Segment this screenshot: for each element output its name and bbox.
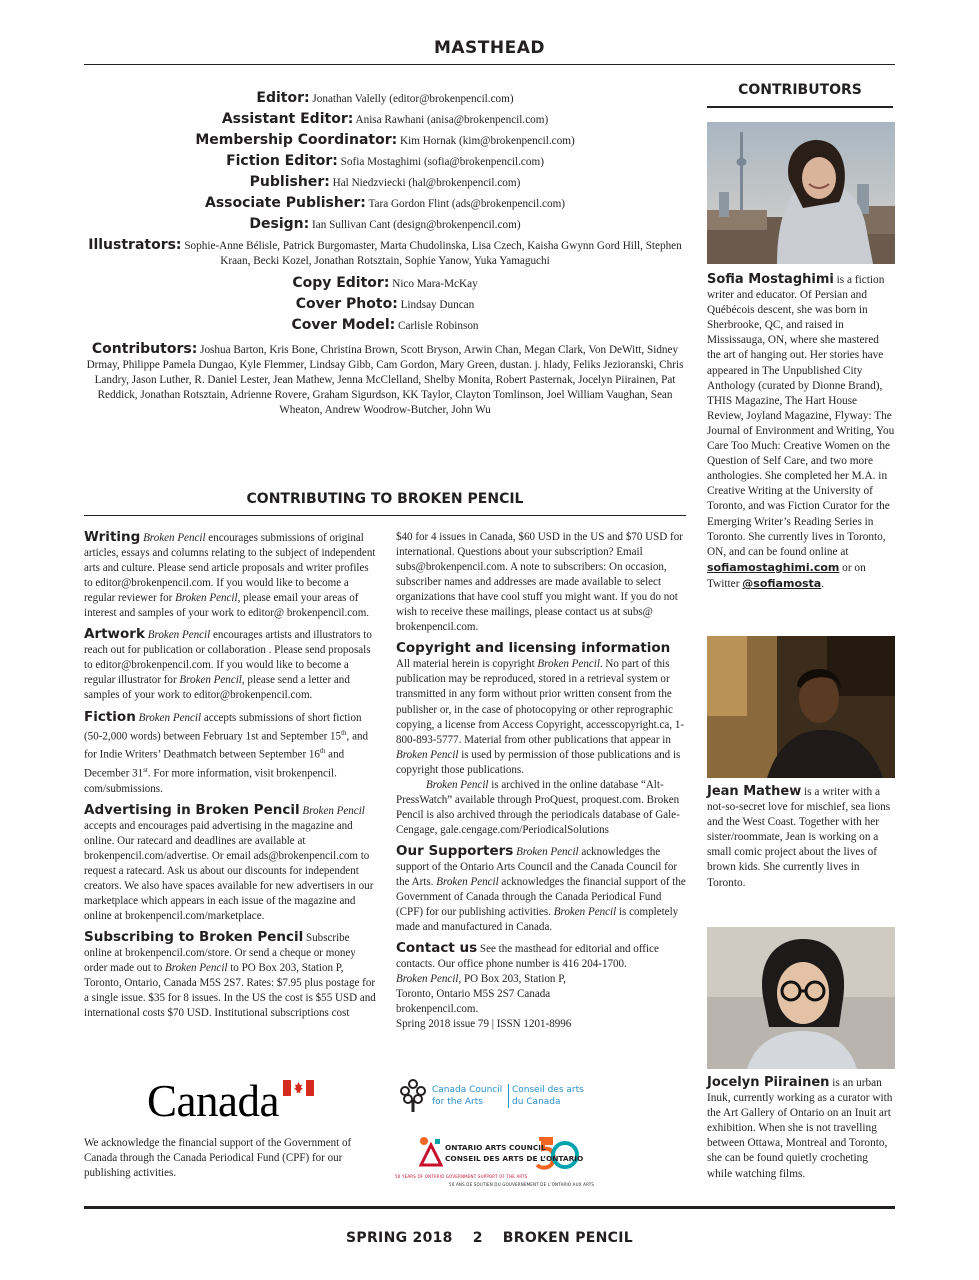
masthead-rule <box>84 64 895 65</box>
credit-role: Editor: <box>256 90 310 106</box>
canada-wordmark-text: Canada <box>147 1076 279 1126</box>
credit-text: Nico Mara-McKay <box>392 278 478 290</box>
superscript: th <box>341 728 347 737</box>
paragraph-text: All material herein is copyright <box>396 658 538 671</box>
credit-text: Hal Niedzviecki (hal@brokenpencil.com) <box>332 177 521 189</box>
contributor-name: Jocelyn Piirainen <box>707 1075 830 1090</box>
fiction-paragraph <box>84 710 379 797</box>
paragraph-text: encourages submissions of original articles, essays and columns relating to the subject of independent arts and culture. Please send article proposals and writer profiles to editor@brokenpencil.com. If you would like to become a regular reviewer for <box>84 532 376 605</box>
magazine-name: Broken Pencil <box>175 592 238 605</box>
paragraph-text: is used by permission of those publications and is copyright those publications. <box>396 748 681 776</box>
contributor-bio-text: is a fiction writer and educator. Of Persian and Québécois descent, she was born in Sherbrooke, QC, and raised in Mississauga, ON, where she mastered the art of hanging out. Her stories have appeared in The Unpublished City Anthology (curated by Dionne Brand), THIS Magazine, The Hart House Review, Joyland Magazine, Flyway: The Journal of Environment and Writing, You Care Too Much: Creative Women on the Question of Self Care, and two more anthologies. She completed her M.A. in Creative Writing at the University of Toronto, and was Fiction Curator for the Emerging Writer’s Reading Series in Toronto. She currently lives in Toronto, ON, and can be found online at <box>707 274 895 558</box>
funding-acknowledgement: We acknowledge the financial support of the Government of Canada through the Canada Periodical Fund (CPF) for our publishing activities. <box>84 1137 352 1179</box>
ccfa-english <box>432 1084 502 1108</box>
credit-text: Ian Sullivan Cant (design@brokenpencil.com) <box>312 219 521 231</box>
magazine-name: Broken Pencil <box>516 845 579 858</box>
credit-role: Membership Coordinator: <box>195 132 398 148</box>
supporters-paragraph <box>396 844 688 935</box>
oac-tagline-english: 50 YEARS OF ONTARIO GOVERNMENT SUPPORT OF THE ARTS <box>395 1174 528 1179</box>
paragraph-text: . For more information, visit brokenpencil. com/submissions. <box>84 767 337 795</box>
credit-copy-editor <box>86 273 684 294</box>
paragraph-text: to PO Box 203, Station P, Toronto, Ontario, Canada M5S 2S7. Rates: $7.95 plus postage for a single issue. $35 for 8 issues. In the US the cost is $55 USD and international costs $70 USD. Institutional subscriptions cost <box>84 962 376 1020</box>
paragraph-text: See the masthead for editorial and office contacts. Our office phone number is 416 204-1700. <box>396 943 659 971</box>
credit-text: Sophie-Anne Bélisle, Patrick Burgomaster, Marta Chudolinska, Lisa Czech, Kaisha Gwynn Gord Hill, Stephen Kraan, Becki Kozel, Jonathan Rotsztain, Sophie Yanow, Yuka Yamaguchi <box>184 240 682 267</box>
issue-info: Spring 2018 issue 79 | ISSN 1201-8996 <box>396 1018 572 1031</box>
magazine-name: Broken Pencil <box>138 711 202 724</box>
ccfa-line: Conseil des arts <box>512 1085 584 1095</box>
magazine-name: Broken Pencil <box>426 778 489 791</box>
credit-text: Anisa Rawhani (anisa@brokenpencil.com) <box>355 114 549 126</box>
website-link[interactable]: sofiamostaghimi.com <box>707 560 840 574</box>
credit-role: Associate Publisher: <box>204 195 366 211</box>
credit-role: Fiction Editor: <box>226 153 338 169</box>
magazine-name: Broken Pencil <box>537 658 600 671</box>
artwork-paragraph <box>84 627 379 703</box>
contributor-bio-text: . <box>821 577 825 590</box>
contributor-photo-sofia <box>707 122 895 264</box>
section-heading: Fiction <box>84 708 136 725</box>
ccfa-french <box>512 1084 584 1108</box>
contributing-column-right <box>396 530 688 1039</box>
ccfa-line: du Canada <box>512 1097 561 1107</box>
paragraph-text: is completely made and manufactured in Canada. <box>396 906 679 934</box>
credit-associate-publisher <box>86 193 684 214</box>
superscript: st <box>143 766 148 774</box>
website-text: brokenpencil.com. <box>396 1003 479 1016</box>
oac-french-name: CONSEIL DES ARTS DE L’ONTARIO <box>445 1154 584 1163</box>
magazine-name: Broken Pencil <box>396 748 459 761</box>
section-heading: Advertising in Broken Pencil <box>84 801 300 818</box>
superscript: th <box>319 747 326 756</box>
contributor-name: Jean Mathew <box>707 784 802 799</box>
footer-issue: SPRING 2018 <box>346 1230 453 1246</box>
page-footer <box>84 1230 895 1246</box>
address-line: Toronto, Ontario M5S 2S7 Canada <box>396 988 551 1001</box>
credit-text: Kim Hornak (kim@brokenpencil.com) <box>400 135 575 147</box>
subscribing-continued: $40 for 4 issues in Canada, $60 USD in the US and $70 USD for international. Questions about your subscription? Email subs@brokenpencil.com. A note to subscribers: On occasion, subscriber names and addresses are made available to select organizations that have cool stuff you might want. If you do not wish to receive these mailings, please contact us at subs@ brokenpencil.com. <box>396 531 683 634</box>
oac-mark-icon <box>417 1135 445 1169</box>
copyright-paragraph <box>396 641 688 777</box>
section-heading: Subscribing to Broken Pencil <box>84 929 304 946</box>
magazine-name: Broken Pencil <box>302 804 365 817</box>
section-heading: Our Supporters <box>396 842 514 859</box>
credit-cover-model <box>86 315 684 336</box>
credit-contributors <box>86 342 684 418</box>
paragraph-text: and December 31 <box>84 748 345 780</box>
canada-flag-icon <box>283 1080 314 1096</box>
credit-role: Design: <box>249 216 310 232</box>
credit-role: Illustrators: <box>88 237 182 253</box>
contributor-name: Sofia Mostaghimi <box>707 272 834 287</box>
canada-wordmark-logo <box>147 1078 317 1124</box>
paragraph-text: accepts submissions of short fiction (50-2,000 words) between February 1st and September 15 <box>84 711 362 743</box>
contributor-bio-text: or on Twitter <box>707 561 866 590</box>
contributing-column-left <box>84 530 379 1027</box>
paragraph-text: acknowledges the financial support of the Government of Canada through the Canada Periodical Fund (CPF) for our publishing activities. <box>396 876 686 919</box>
paragraph-text: accepts and encourages paid advertising in the magazine and online. Our ratecard and deadlines are available at brokenpencil.com/advertise. Or email ads@brokenpencil.com to request a ratecard. Ask us about our discounts for independent creators. We also have spaces available for new advertisers in our marketplace which appears in each issue of the magazine and online at brokenpencil.com/marketplace. <box>84 819 374 923</box>
contributor-photo-jocelyn <box>707 927 895 1069</box>
credit-role: Contributors: <box>91 341 198 357</box>
ccfa-line: Canada Council <box>432 1085 503 1095</box>
contributor-bio-jocelyn <box>707 1075 895 1182</box>
contributing-title: CONTRIBUTING TO BROKEN PENCIL <box>246 491 524 507</box>
paragraph-text: encourages artists and illustrators to reach out for publication or collaboration . Please send proposals to editor@brokenpencil.com. If you would like to become a regular illustrator for <box>84 629 372 687</box>
ccfa-line: for the Arts <box>432 1097 483 1107</box>
credit-text: Lindsay Duncan <box>400 299 475 311</box>
writing-paragraph <box>84 530 379 621</box>
section-heading: Writing <box>84 529 141 545</box>
credit-text: Joshua Barton, Kris Bone, Christina Brown, Scott Bryson, Arwin Chan, Megan Clark, Von DeWitt, Sidney Drmay, Philippe Pamela Dungao, Kyle Flemmer, Lindsay Gibb, Cam Gordon, Mary Green, dustan. j. hlady, Feliks Jezioranski, Chris Landry, Jason Luther, R. Daniel Lester, Jean Mathew, Jenna McClelland, Shelby Monita, Robert Pasternak, Jocelyn Piirainen, Pat Reddick, Jonathan Rotsztain, Adrienne Rovere, Graham Sigurdson, KK Taylor, Clayton Tomlinson, Joel William Vaughan, Sean Wheaton, Andrew Woodrow-Butcher, John Wu <box>86 344 684 416</box>
oac-english-name: ONTARIO ARTS COUNCIL <box>445 1143 546 1152</box>
magazine-name: Broken Pencil <box>147 629 211 642</box>
section-heading: Copyright and licensing information <box>396 640 671 657</box>
paragraph-text: , please email your areas of interest and samples of your work to editor@ brokenpencil.com. <box>84 592 370 620</box>
paragraph-text: , please send a letter and samples of your work to editor@brokenpencil.com. <box>84 674 350 702</box>
credit-text: Tara Gordon Flint (ads@brokenpencil.com) <box>368 198 566 210</box>
credit-fiction-editor <box>86 151 684 172</box>
masthead-title: MASTHEAD <box>433 38 546 58</box>
credit-text: Carlisle Robinson <box>398 320 479 332</box>
paragraph-text: Subscribe online at brokenpencil.com/store. Or send a cheque or money order made out to <box>84 932 356 975</box>
magazine-name: Broken Pencil <box>553 906 617 919</box>
magazine-name: Broken Pencil <box>179 674 242 687</box>
page-number: 2 <box>472 1230 483 1246</box>
section-heading: Artwork <box>84 626 145 643</box>
tree-icon <box>398 1078 428 1114</box>
credit-cover-photo <box>86 294 684 315</box>
footer-magazine: BROKEN PENCIL <box>502 1230 633 1246</box>
credit-editor <box>86 88 684 109</box>
magazine-name: Broken Pencil <box>143 532 206 544</box>
credit-role: Copy Editor: <box>292 275 390 291</box>
ccfa-separator <box>508 1084 509 1108</box>
credit-text: Sofia Mostaghimi (sofia@brokenpencil.com) <box>340 156 544 168</box>
contributor-bio-jean <box>707 784 895 891</box>
credit-role: Publisher: <box>249 174 330 190</box>
oac-tagline-french: 50 ANS DE SOUTIEN DU GOUVERNEMENT DE L’ONTARIO AUX ARTS <box>449 1182 595 1187</box>
magazine-name: Broken Pencil <box>436 876 499 889</box>
contributor-bio-text: is an urban Inuk, currently working as a curator with the Art Gallery of Ontario on an Inuit art exhibition. When she is not travelling between Ottawa, Montreal and Toronto, she can be found quietly crocheting while watching films. <box>707 1077 893 1180</box>
credit-role: Cover Model: <box>291 317 396 333</box>
credit-design <box>86 214 684 235</box>
advertising-paragraph <box>84 803 379 924</box>
ontario-arts-council-logo <box>395 1135 595 1191</box>
credit-text: Jonathan Valelly (editor@brokenpencil.com) <box>312 93 514 105</box>
contributors-rule <box>707 106 893 108</box>
paragraph-text: , and for Indie Writers’ Deathmatch between September 16 <box>84 730 369 761</box>
credit-role: Cover Photo: <box>295 296 398 312</box>
contributor-bio-sofia <box>707 272 895 592</box>
twitter-link[interactable]: @sofiamosta <box>742 576 822 590</box>
contributor-bio-text: is a writer with a not-so-secret love for mischief, sea lions and the West Coast. Together with her sister/roommate, Jean is working on a small comic project about the lives of brown kids. She currently lives in Toronto. <box>707 786 891 889</box>
credit-assistant-editor <box>86 109 684 130</box>
credit-publisher <box>86 172 684 193</box>
paragraph-text: is archived in the online database “Alt-PressWatch” available through ProQuest, proquest.com. Broken Pencil is also archived through the periodicals database of Gale-Cengage, gale.cengage.com/PeriodicalSolutions <box>396 778 680 836</box>
address-line: , PO Box 203, Station P, <box>458 973 566 986</box>
credit-illustrators <box>86 238 684 269</box>
section-heading: Contact us <box>396 940 478 957</box>
archive-paragraph <box>396 778 688 838</box>
contributing-rule <box>84 515 686 516</box>
contributor-photo-jean <box>707 636 895 778</box>
paragraph-text: acknowledges the support of the Ontario Arts Council and the Canada Council for the Arts. <box>396 845 678 889</box>
canada-council-logo <box>398 1078 598 1114</box>
footer-rule <box>84 1206 895 1209</box>
magazine-name: Broken Pencil <box>165 962 228 975</box>
credit-membership <box>86 130 684 151</box>
paragraph-text: . No part of this publication may be reproduced, stored in a retrieval system or transmitted in any form without prior written consent from the publisher or, in the case of photocopying or other reprographic copying, a license from Access Copyright, accesscopyright.ca, 1-800-893-5777. Material from other publications that appear in <box>396 658 685 746</box>
magazine-name: Broken Pencil <box>396 973 459 986</box>
contributors-title: CONTRIBUTORS <box>738 82 862 98</box>
credit-role: Assistant Editor: <box>221 111 354 127</box>
subscribing-paragraph <box>84 930 379 1021</box>
contact-paragraph <box>396 941 688 1032</box>
masthead-credits <box>86 88 684 418</box>
